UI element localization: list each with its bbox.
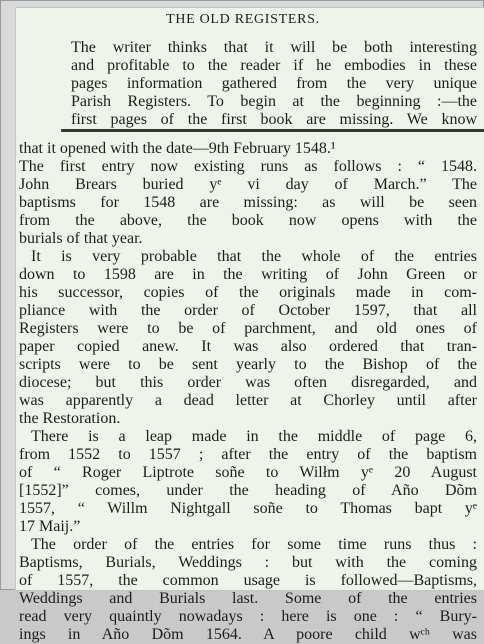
text-line: his successor, copies of the originals made in com- [19,284,477,301]
text-line: ings in Año Dõm 1564. A poore child wᶜʰ was [19,626,477,643]
text-line: diocese; but this order was often disregarded, and [19,374,477,391]
text-line: paper copied anew. It was also ordered that tran- [19,338,477,355]
text-line: of 1557, the common usage is followed—Baptisms, [19,572,477,589]
section-title: THE OLD REGISTERS. [166,12,320,27]
text-line: from the above, the book now opens with the [19,212,477,229]
text-line: burials of that year. [19,230,143,247]
text-line: [1552]” comes, under the heading of Año Dõm [19,482,477,499]
text-line: The first entry now existing runs as follows : “ 1548. [19,158,477,175]
text-line: It is very probable that the whole of the entries [31,248,477,265]
text-line: Registers were to be of parchment, and old ones of [19,320,477,337]
text-line: baptisms for 1548 are missing: as will be seen [19,194,477,211]
text-line: pages information gathered from the very unique [71,75,477,92]
page-break-divider [61,129,484,132]
text-line: Parish Registers. To begin at the beginning :—the [71,93,477,110]
text-line: down to 1598 are in the writing of John Green or [19,266,477,283]
text-line: Weddings and Burials last. Some of the entries [19,590,477,607]
text-line: scripts were to be sent yearly to the Bishop of the [19,356,477,373]
text-line: first pages of the first book are missing. We know [71,111,477,128]
text-line: and profitable to the reader if he embodies in these [71,57,477,74]
text-line: Baptisms, Burials, Weddings : but with the coming [19,554,477,571]
text-line: John Brears buried yᵉ vi day of March.” The [19,176,477,193]
text-line: pliance with the order of October 1597, that all [19,302,477,319]
text-line: The order of the entries for some time runs thus : [31,536,477,553]
text-line: 17 Maij.” [19,518,81,535]
text-line: was apparently a dead letter at Chorley until after [19,392,477,409]
text-line: the Restoration. [19,410,121,427]
text-line: that it opened with the date—9th February 1548.¹ [19,140,336,157]
text-line: 1557, “ Willm Nightgall soñe to Thomas bapt yᵉ [19,500,477,517]
text-line: from 1552 to 1557 ; after the entry of the baptism [19,446,477,463]
text-line: There is a leap made in the middle of page 6, [31,428,477,445]
text-line: The writer thinks that it will be both interesting [71,39,477,56]
text-line: of “ Roger Liptrote soñe to Wilłm yᵉ 20 August [19,464,477,481]
text-line: read very quaintly nowadays : here is one : “ Bury- [19,608,477,625]
